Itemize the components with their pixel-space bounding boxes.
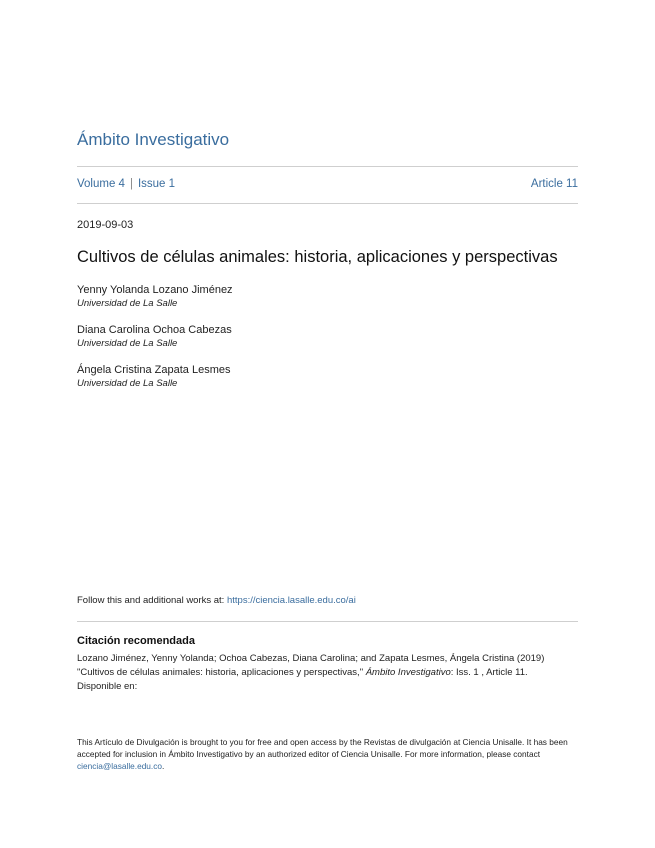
follow-text: Follow this and additional works at: [77, 595, 227, 606]
citation-divider [77, 621, 578, 622]
issue-link[interactable]: Issue 1 [137, 178, 176, 190]
volume-link[interactable]: Volume 4 [77, 178, 125, 190]
author-block [77, 323, 232, 350]
contact-email-link[interactable]: ciencia@lasalle.edu.co [77, 761, 162, 771]
top-divider [77, 166, 578, 167]
author-block [77, 283, 233, 310]
citation-text-end: : Iss. 1 , Article 11. [450, 667, 528, 678]
access-notice [77, 736, 577, 772]
citation-body [77, 652, 577, 694]
follow-line [77, 595, 356, 606]
citation-available: Disponible en: [77, 681, 138, 692]
citation-text: Lozano Jiménez, Yenny Yolanda; Ochoa Cabezas, Diana Carolina; and Zapata Lesmes, Ángela Cristina (2019) "Cultivos de células animales: historia, aplicaciones y perspectivas," [77, 653, 545, 678]
notice-end: . [162, 761, 165, 771]
publication-date: 2019-09-03 [77, 219, 134, 231]
author-affiliation: Universidad de La Salle [77, 338, 178, 349]
article-link[interactable]: Article 11 [530, 178, 578, 190]
author-name: Diana Carolina Ochoa Cabezas [77, 324, 232, 336]
journal-title-link[interactable]: Ámbito Investigativo [77, 130, 230, 149]
collection-link[interactable]: https://ciencia.lasalle.edu.co/ai [226, 595, 356, 606]
separator: | [129, 178, 133, 190]
meta-divider [77, 203, 578, 204]
notice-text: This Artículo de Divulgación is brought to you for free and open access by the Revistas de divulgación at Ciencia Unisalle. It has been accepted for inclusion in Ámbito Investigativo by an authorized editor of Ciencia Unisalle. For more information, please contact [77, 737, 568, 759]
citation-heading: Citación recomendada [77, 635, 195, 647]
author-name: Ángela Cristina Zapata Lesmes [77, 364, 231, 376]
author-affiliation: Universidad de La Salle [77, 378, 178, 389]
author-affiliation: Universidad de La Salle [77, 298, 178, 309]
citation-journal: Ámbito Investigativo [365, 667, 451, 678]
article-title: Cultivos de células animales: historia, aplicaciones y perspectivas [77, 248, 558, 266]
author-block [77, 363, 230, 390]
author-name: Yenny Yolanda Lozano Jiménez [77, 284, 233, 296]
